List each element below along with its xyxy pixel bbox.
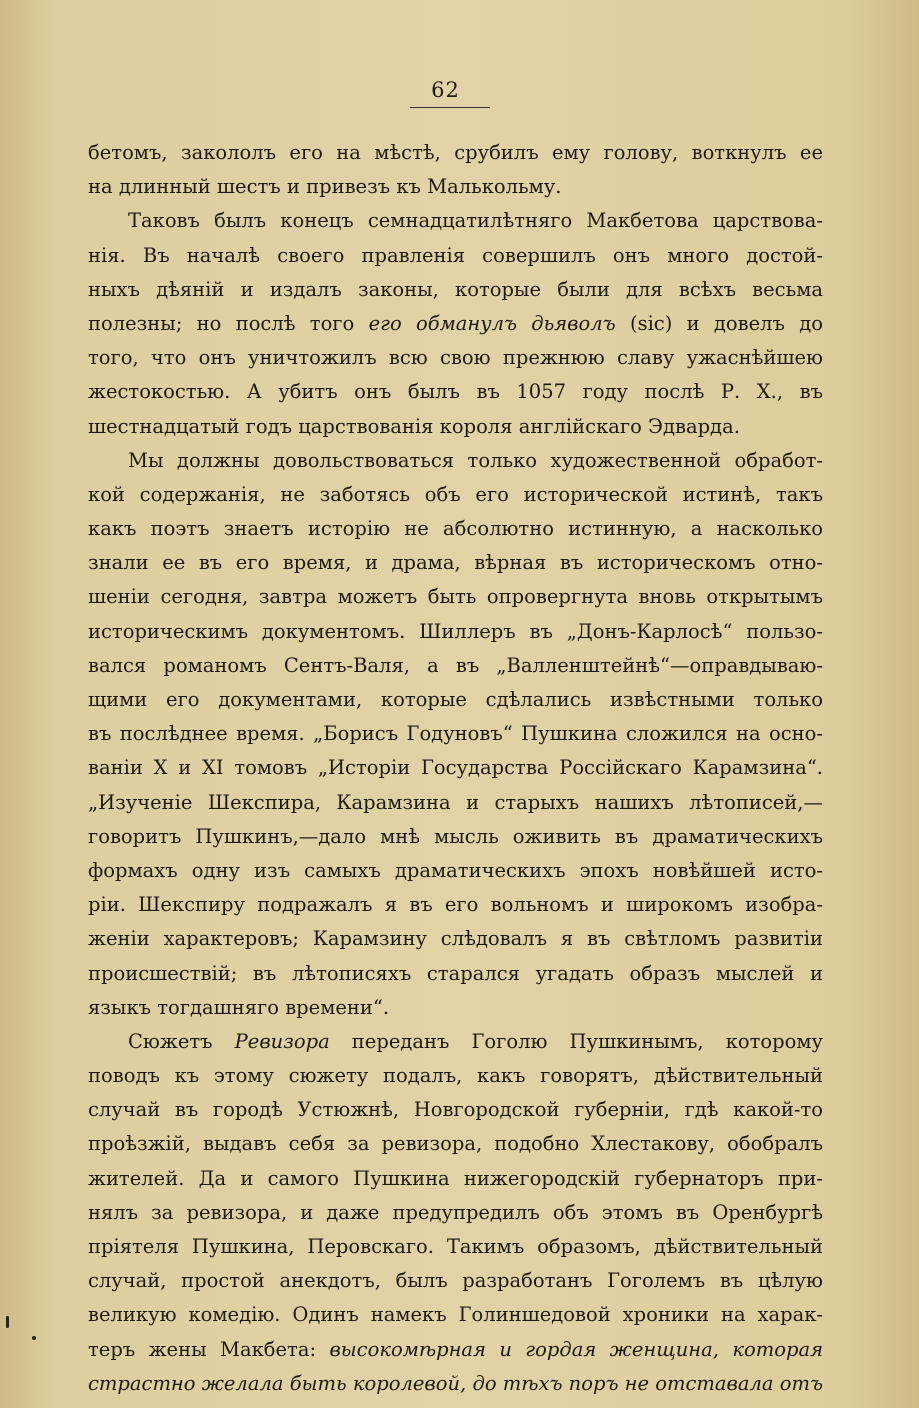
text-line: шестнадцатый годъ царствованія короля англійскаго Эдварда. — [88, 414, 740, 438]
italic-quote: высокомѣрная и гордая женщина, которая — [329, 1337, 823, 1361]
text-line: знали ее въ его время, и драма, вѣрная въ историческомъ отно- — [88, 551, 823, 575]
text-line: нія. Въ началѣ своего правленія совершилъ онъ много достой- — [88, 243, 823, 267]
text-line: кой содержанія, не заботясь объ его исторической истинѣ, такъ — [88, 482, 823, 506]
text-line: женіи характеровъ; Карамзину слѣдовалъ я въ свѣтломъ развитіи — [88, 927, 823, 951]
text-line: бетомъ, закололъ его на мѣстѣ, срубилъ ему голову, воткнулъ ее — [88, 141, 823, 164]
header-rule — [410, 107, 490, 108]
text-line: нялъ за ревизора, и даже предупредилъ объ этомъ въ Оренбургѣ — [88, 1200, 823, 1224]
text-line: того, что онъ уничтожилъ всю свою прежнюю славу ужаснѣйшею — [88, 346, 823, 370]
italic-quote: страстно желала быть королевой, до тѣхъ поръ не отставала отъ — [88, 1371, 823, 1395]
text-line: „Изученіе Шекспира, Карамзина и старыхъ нашихъ лѣтописей,— — [88, 790, 823, 814]
text-line: ріи. Шекспиру подражалъ я въ его вольномъ и широкомъ изобра- — [88, 893, 823, 917]
text-line: пріятеля Пушкина, Перовскаго. Такимъ образомъ, дѣйствительный — [88, 1235, 823, 1258]
text-line: вался романомъ Сентъ-Валя, а въ „Валленштейнѣ“—оправдываю- — [88, 653, 823, 677]
text-line: формахъ одну изъ самыхъ драматическихъ эпохъ новѣйшей исто- — [88, 858, 823, 882]
text-line: случай, простой анекдотъ, былъ разработанъ Гоголемъ въ цѣлую — [88, 1269, 823, 1293]
body-text — [88, 136, 823, 1401]
text-line: въ послѣднее время. „Борисъ Годуновъ“ Пушкина сложился на осно- — [88, 722, 823, 746]
text-line: ваніи X и XI томовъ „Исторіи Государства Россійскаго Карамзина“. — [88, 756, 823, 780]
text-line: языкъ тогдашняго времени“. — [88, 995, 390, 1019]
text-line: жестокостью. А убитъ онъ былъ въ 1057 году послѣ Р. Х., въ — [88, 380, 823, 404]
text-line: происшествій; въ лѣтописяхъ старался угадать образъ мыслей и — [88, 961, 823, 985]
text-line: шеніи сегодня, завтра можетъ быть опровергнута вновь открытымъ — [88, 585, 823, 609]
text-line — [88, 1367, 823, 1401]
italic-quote: его обманулъ дьяволъ — [368, 311, 616, 335]
paragraph-start: Таковъ былъ конецъ семнадцатилѣтняго Макбетова царствова- — [128, 209, 823, 233]
text-line: говоритъ Пушкинъ,—дало мнѣ мысль оживить въ драматическихъ — [88, 824, 823, 848]
paper-speck — [32, 1336, 36, 1340]
text-line: поводъ къ этому сюжету подалъ, какъ говорятъ, дѣйствительный — [88, 1064, 823, 1088]
text-line: жителей. Да и самого Пушкина нижегородскій губернаторъ при- — [88, 1166, 823, 1190]
paper-speck — [6, 1316, 9, 1328]
text-line: какъ поэтъ знаетъ исторію не абсолютно истинную, а насколько — [88, 517, 823, 541]
text-line: теръ жены Макбета: высокомѣрная и гордая женщина, которая — [88, 1337, 823, 1361]
text-line: ныхъ дѣяній и издалъ законы, которые были для всѣхъ весьма — [88, 277, 823, 301]
text-line: проѣзжій, выдавъ себя за ревизора, подобно Хлестакову, обобралъ — [88, 1132, 823, 1156]
italic-title: Ревизора — [234, 1029, 330, 1053]
text-line: щими его документами, которые сдѣлались извѣстными только — [88, 688, 823, 711]
text-line: великую комедію. Одинъ намекъ Голиншедовой хроники на харак- — [88, 1303, 823, 1327]
page-number: 62 — [431, 78, 460, 102]
text-line: случай въ городѣ Устюжнѣ, Новгородской губерніи, гдѣ какой-то — [88, 1098, 823, 1122]
paragraph-start: Сюжетъ Ревизора переданъ Гоголю Пушкинымъ, которому — [128, 1029, 823, 1053]
paragraph-start: Мы должны довольствоваться только художественной обработ- — [128, 448, 823, 472]
text-line: на длинный шестъ и привезъ къ Малькольму. — [88, 175, 562, 199]
text-line: полезны; но послѣ того его обманулъ дьяволъ (sic) и довелъ до — [88, 311, 823, 335]
text-line: историческимъ документомъ. Шиллеръ въ „Донъ-Карлосѣ“ пользо- — [88, 619, 823, 643]
